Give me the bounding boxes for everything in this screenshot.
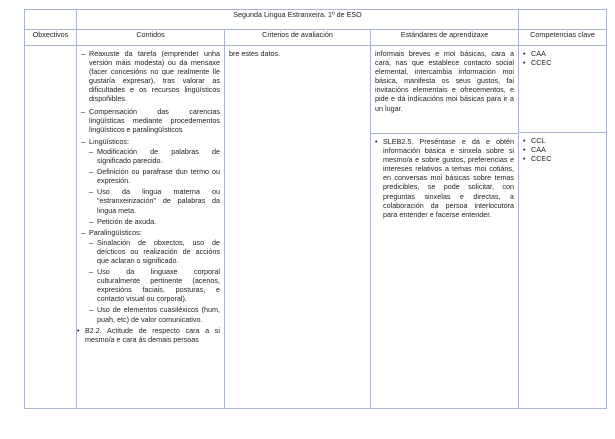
list-item: • B2.2. Actitude de respecto cara a si mesmo/a e cara ás demais persoas [77, 326, 220, 344]
list-item: – Compensación das carencias lingüísticas mediante procedementos lingüísticos e paralingüísticos [81, 107, 220, 134]
list-item: • CCEC [523, 154, 602, 163]
list-item [81, 137, 220, 226]
criterios-cell [225, 46, 371, 409]
list-item: • SLEB2.5. Preséntase e dá e obtén información básica e sinxela sobre si mesmo/a e sobre gustos, preferencias e intereses relativos a temas moi cotiáns, en conversas moi básicas sobre temas predicibles, se pode solicitar, con preguntas sinxelas e directas, a colaboración da persoa interlocutora para entender e facerse entender. [375, 137, 514, 219]
header-estandares: Estándares de aprendizaxe [371, 30, 519, 46]
contidos-list [81, 49, 220, 324]
header-criterios: Criterios de avaliación [225, 30, 371, 46]
obxectivos-cell [25, 46, 77, 409]
list-item-label: Lingüísticos: [89, 136, 129, 146]
b22-list [77, 326, 220, 344]
list-item: • CAA [523, 145, 602, 154]
list-item: – Modificación de palabras de significado parecido. [89, 147, 220, 165]
list-item [81, 228, 220, 324]
header-competencias: Competencias clave [519, 30, 607, 46]
list-item: – Petición de axuda. [89, 217, 220, 226]
sublist-paralinguisticos [89, 238, 220, 324]
competencias-list-1 [523, 49, 602, 67]
list-item: – Uso da linguaxe corporal culturalmente pertinente (acenos, expresións faciais, posturas, e contacto visual ou corporal). [89, 267, 220, 303]
list-item: – Reaxuste da tarefa (emprender unha versión máis modesta) ou da mensaxe (facer concesións no que realmente lle gustaría expresar), tras valorar as dificultades e os recursos lingüísticos dispoñibles. [81, 49, 220, 104]
header-contidos: Contidos [77, 30, 225, 46]
list-item: • CAA [523, 49, 602, 58]
sublist-linguisticos [89, 147, 220, 226]
list-item: – Definición ou parafrase dun termo ou expresión. [89, 167, 220, 185]
header-spacer-right [519, 10, 607, 30]
header-spacer [25, 10, 77, 30]
list-item: – Sinalación de obxectos, uso de deícticos ou realización de accións que aclaran o significado. [89, 238, 220, 265]
header-obxectivos: Obxectivos [25, 30, 77, 46]
list-item: – Uso da lingua materna ou "estranxeirización" de palabras da lingua meta. [89, 187, 220, 214]
contidos-cell [77, 46, 225, 409]
estandares-cell [371, 46, 519, 409]
list-item-label: Paralingüísticos: [89, 227, 142, 237]
estandar-list [371, 134, 518, 221]
curriculum-table [24, 9, 607, 409]
competencias-cell [519, 46, 607, 409]
list-item: – Uso de elementos cuasiléxicos (hum, puah, etc) de valor comunicativo. [89, 305, 220, 323]
list-item: • CCEC [523, 58, 602, 67]
estandar-continuation: informais breves e moi básicas, cara a cara, nas que establece contacto social elemental, intercambia información moi básica, manifesta os seus gustos, fai invitacións elementais e ofrecementos, e pide e dá indicacións moi básicas para ir a un lugar. [375, 49, 515, 113]
table-title: Segunda Lingua Estranxeira. 1º de ESO [77, 10, 519, 30]
criterios-text: bre estes datos. [229, 49, 281, 58]
competencias-list-2 [523, 136, 602, 163]
list-item: • CCL [523, 136, 602, 145]
